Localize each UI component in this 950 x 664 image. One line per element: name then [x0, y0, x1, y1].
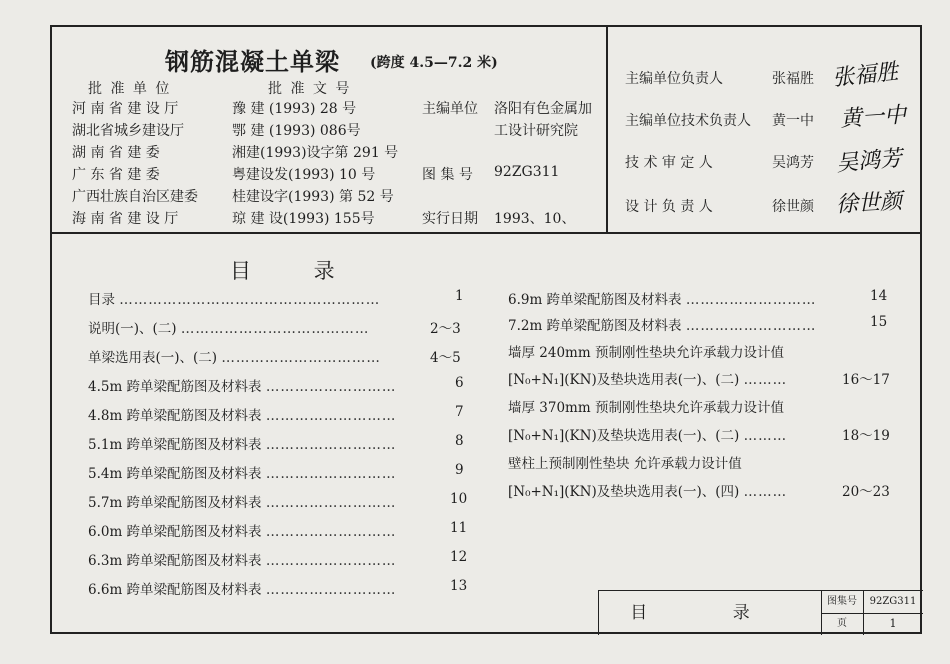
- toc-entry-text: 墙厚 370mm 预制刚性垫块允许承载力设计值: [508, 400, 784, 416]
- title-block-page-label: 页: [821, 613, 864, 635]
- approval-unit: 海 南 省 建 设 厅: [72, 211, 179, 227]
- role-label: 主编单位负责人: [625, 71, 723, 87]
- header-divider: [50, 232, 922, 234]
- approval-unit: 湖 南 省 建 委: [72, 145, 160, 161]
- toc-leader: ………………………: [265, 408, 397, 424]
- toc-page: 9: [455, 462, 464, 478]
- approval-doc: 琼 建 设(1993) 155号: [232, 211, 375, 227]
- toc-page: 7: [455, 404, 464, 420]
- toc-leader: ………………………………………………: [119, 292, 381, 308]
- toc-page: 4～5: [430, 350, 461, 366]
- toc-entry-text: [N₀+N₁](KN)及垫块选用表(一)、(二): [508, 372, 740, 388]
- document-subtitle: (跨度 4.5—7.2 米): [370, 55, 498, 71]
- approval-doc: 鄂 建 (1993) 086号: [232, 123, 361, 139]
- toc-entry-text: 5.7m 跨单梁配筋图及材料表: [88, 495, 262, 511]
- toc-entry-text: [N₀+N₁](KN)及垫块选用表(一)、(四): [508, 484, 740, 500]
- signature-image: 黄一中: [839, 102, 907, 133]
- toc-entry[interactable]: [508, 314, 816, 334]
- approval-doc: 粤建设发(1993) 10 号: [232, 167, 376, 183]
- toc-entry[interactable]: [508, 396, 784, 416]
- role-label: 技 术 审 定 人: [625, 155, 713, 171]
- signature-image: 徐世颜: [835, 189, 903, 218]
- signature-image: 吴鸿芳: [835, 146, 904, 177]
- approval-unit: 广西壮族自治区建委: [72, 189, 198, 205]
- title-block-page-number: 1: [889, 617, 897, 630]
- toc-leader: ………………………: [265, 495, 397, 511]
- approval-unit: 河 南 省 建 设 厅: [72, 101, 179, 117]
- toc-entry-text: 6.3m 跨单梁配筋图及材料表: [88, 553, 262, 569]
- toc-page: 16～17: [842, 372, 890, 388]
- toc-entry-text: 壁柱上预制刚性垫块 允许承载力设计值: [508, 456, 742, 472]
- title-block-name: 目 录: [599, 591, 822, 635]
- approval-unit: 湖北省城乡建设厅: [72, 123, 184, 139]
- approval-doc: 豫 建 (1993) 28 号: [232, 101, 357, 117]
- toc-entry-text: 6.9m 跨单梁配筋图及材料表: [508, 292, 682, 308]
- toc-entry[interactable]: [88, 520, 396, 540]
- editor-unit-line1: 洛阳有色金属加: [494, 101, 592, 117]
- editor-unit-line2: 工设计研究院: [494, 123, 578, 139]
- title-block-atlas-number: 92ZG311: [863, 591, 923, 614]
- toc-entry[interactable]: [88, 433, 396, 453]
- date-value: 1993、10、: [494, 211, 576, 227]
- person-name: 徐世颜: [772, 199, 814, 215]
- col-unit-header: 批 准 单 位: [88, 81, 172, 97]
- toc-entry-text: 单梁选用表(一)、(二): [88, 350, 218, 366]
- toc-leader: ………………………: [265, 466, 397, 482]
- toc-entry[interactable]: [508, 424, 787, 444]
- toc-leader: ………………………: [265, 553, 397, 569]
- toc-entry[interactable]: [88, 549, 396, 569]
- toc-leader: ………………………: [685, 318, 817, 334]
- toc-entry-text: 6.6m 跨单梁配筋图及材料表: [88, 582, 262, 598]
- header-vertical-divider: [606, 25, 608, 233]
- toc-entry[interactable]: [508, 480, 787, 500]
- toc-page: 2～3: [430, 321, 461, 337]
- editor-label: 主编单位: [422, 101, 478, 117]
- toc-leader: ………………………: [265, 524, 397, 540]
- toc-page: 11: [450, 520, 468, 536]
- toc-entry[interactable]: [508, 288, 816, 308]
- toc-leader: ………: [743, 372, 788, 388]
- toc-entry-text: 6.0m 跨单梁配筋图及材料表: [88, 524, 262, 540]
- toc-leader: ………………………: [265, 379, 397, 395]
- toc-page: 12: [450, 549, 468, 565]
- signature-image: 张福胜: [831, 59, 900, 92]
- toc-entry[interactable]: [88, 491, 396, 511]
- toc-entry-text: 5.1m 跨单梁配筋图及材料表: [88, 437, 262, 453]
- toc-entry-text: 说明(一)、(二): [88, 321, 177, 337]
- toc-page: 10: [450, 491, 468, 507]
- toc-leader: ………: [743, 484, 788, 500]
- title-block: [598, 590, 923, 635]
- toc-page: 15: [870, 314, 888, 330]
- toc-page: 1: [455, 288, 464, 304]
- approval-doc: 湘建(1993)设字第 291 号: [232, 145, 399, 161]
- toc-leader: ……………………………: [221, 350, 381, 366]
- toc-leader: ………………………: [265, 582, 397, 598]
- role-label: 设 计 负 责 人: [625, 199, 713, 215]
- atlas-number: 92ZG311: [494, 164, 560, 180]
- toc-entry-text: 墙厚 240mm 预制刚性垫块允许承载力设计值: [508, 345, 784, 361]
- person-name: 黄一中: [772, 113, 814, 129]
- toc-entry-text: [N₀+N₁](KN)及垫块选用表(一)、(二): [508, 428, 740, 444]
- col-doc-header: 批 准 文 号: [268, 81, 352, 97]
- toc-entry[interactable]: [508, 368, 787, 388]
- toc-entry-text: 目录: [88, 292, 115, 308]
- person-name: 吴鸿芳: [772, 155, 814, 171]
- toc-entry[interactable]: [88, 404, 396, 424]
- toc-page: 6: [455, 375, 464, 391]
- toc-entry[interactable]: [88, 346, 381, 366]
- toc-leader: ………………………: [265, 437, 397, 453]
- toc-page: 8: [455, 433, 464, 449]
- toc-entry[interactable]: [88, 462, 396, 482]
- toc-entry[interactable]: [508, 341, 784, 361]
- toc-entry-text: 7.2m 跨单梁配筋图及材料表: [508, 318, 682, 334]
- toc-page: 20～23: [842, 484, 890, 500]
- toc-leader: …………………………………: [180, 321, 370, 337]
- toc-entry[interactable]: [88, 375, 396, 395]
- toc-entry[interactable]: [88, 288, 380, 308]
- role-label: 主编单位技术负责人: [625, 113, 751, 129]
- toc-page: 14: [870, 288, 888, 304]
- toc-page: 13: [450, 578, 468, 594]
- toc-entry[interactable]: [88, 578, 396, 598]
- atlas-label: 图 集 号: [422, 167, 473, 183]
- toc-entry[interactable]: [508, 452, 742, 472]
- title-block-atlas-label: 图集号: [821, 591, 864, 614]
- toc-entry-text: 5.4m 跨单梁配筋图及材料表: [88, 466, 262, 482]
- toc-leader: ………………………: [685, 292, 817, 308]
- toc-page: 18～19: [842, 428, 890, 444]
- approval-doc: 桂建设字(1993) 第 52 号: [232, 189, 394, 205]
- toc-entry[interactable]: [88, 317, 369, 337]
- toc-title: 目 录: [230, 259, 363, 283]
- toc-entry-text: 4.8m 跨单梁配筋图及材料表: [88, 408, 262, 424]
- approval-unit: 广 东 省 建 委: [72, 167, 160, 183]
- document-title: 钢筋混凝土单梁: [165, 47, 340, 76]
- person-name: 张福胜: [772, 71, 814, 87]
- date-label: 实行日期: [422, 211, 478, 227]
- toc-entry-text: 4.5m 跨单梁配筋图及材料表: [88, 379, 262, 395]
- toc-leader: ………: [743, 428, 788, 444]
